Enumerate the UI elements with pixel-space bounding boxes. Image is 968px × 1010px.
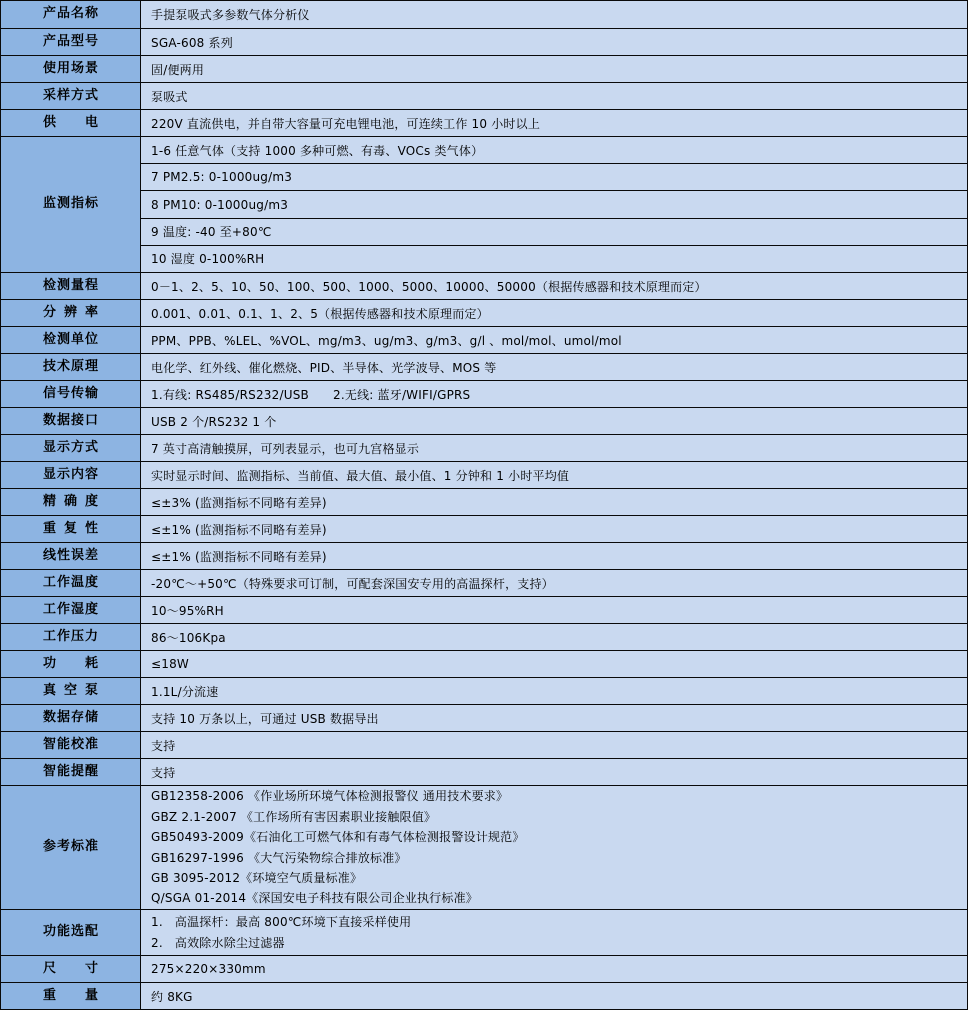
row-label-cell: [1, 408, 141, 434]
row-label: 重量: [43, 987, 98, 1003]
table-row: [1, 955, 967, 982]
table-row: [1, 1, 967, 28]
value-line: GB16297-1996 《大气污染物综合排放标准》: [151, 850, 407, 865]
row-value: ≤±3% (监测指标不同略有差异): [151, 495, 327, 510]
row-label-cell: [1, 624, 141, 650]
table-row: [1, 731, 967, 758]
row-label: 重复性: [43, 520, 98, 536]
row-value: 支持 10 万条以上，可通过 USB 数据导出: [151, 711, 379, 726]
table-row: [1, 488, 967, 515]
row-value: 10～95%RH: [151, 603, 224, 618]
table-row: [1, 407, 967, 434]
row-label: 产品型号: [43, 33, 98, 49]
row-label-cell: [1, 983, 141, 1009]
table-row: [1, 109, 967, 136]
row-value: 0.001、0.01、0.1、1、2、5（根据传感器和技术原理而定）: [151, 306, 489, 321]
table-row: [1, 758, 967, 785]
row-label-cell: [1, 110, 141, 136]
row-value: ≤18W: [151, 657, 189, 671]
row-label: 使用场景: [43, 60, 98, 76]
row-label: 参考标准: [43, 839, 98, 855]
row-value: 1.有线: RS485/RS232/USB 2.无线: 蓝牙/WIFI/GPRS: [151, 387, 471, 402]
sub-value: 1-6 任意气体（支持 1000 多种可燃、有毒、VOCs 类气体）: [151, 143, 484, 158]
row-label-cell: [1, 516, 141, 542]
table-row: [1, 650, 967, 677]
row-value-cell: [141, 786, 967, 909]
row-value: 手提泵吸式多参数气体分析仪: [151, 8, 310, 22]
row-value: 泵吸式: [151, 89, 188, 104]
row-value-cell: [141, 732, 967, 758]
table-row: [1, 353, 967, 380]
table-row: [1, 380, 967, 407]
sub-value: 8 PM10: 0-1000ug/m3: [141, 190, 967, 217]
row-label: 功能选配: [43, 924, 98, 940]
row-label: 显示内容: [43, 466, 98, 482]
row-label-cell: [1, 759, 141, 785]
table-row: [1, 28, 967, 55]
row-value-cell: [141, 651, 967, 677]
table-row: [1, 515, 967, 542]
row-label: 数据存储: [43, 709, 98, 725]
row-label-cell: [1, 705, 141, 731]
row-value-cell: [141, 624, 967, 650]
row-value: ≤±1% (监测指标不同略有差异): [151, 549, 327, 564]
row-value-cell: [141, 408, 967, 434]
row-label-cell: [1, 910, 141, 955]
row-label: 工作湿度: [43, 601, 98, 617]
table-row: [1, 569, 967, 596]
row-value-cell: [141, 956, 967, 982]
row-value-cell: [141, 29, 967, 55]
row-value-cell: [141, 435, 967, 461]
row-value-cell: [141, 327, 967, 353]
table-row: [1, 326, 967, 353]
value-line: GB 3095-2012《环境空气质量标准》: [151, 870, 363, 885]
row-label-cell: [1, 381, 141, 407]
table-row: [1, 136, 967, 272]
value-line: Q/SGA 01-2014《深国安电子科技有限公司企业执行标准》: [151, 891, 478, 906]
row-label-cell: [1, 1, 141, 28]
row-label-cell: [1, 29, 141, 55]
row-value: 220V 直流供电，并自带大容量可充电锂电池，可连续工作 10 小时以上: [151, 116, 541, 131]
sub-value: 9 温度: -40 至+80℃: [141, 218, 967, 245]
row-value: 7 英寸高清触摸屏，可列表显示，也可九宫格显示: [151, 441, 420, 456]
value-line: GBZ 2.1-2007 《工作场所有害因素职业接触限值》: [151, 809, 437, 824]
table-row: [1, 272, 967, 299]
row-label-cell: [1, 83, 141, 109]
table-row: [1, 299, 967, 326]
row-label: 智能校准: [43, 736, 98, 752]
table-row: [1, 704, 967, 731]
row-value-cell: [141, 597, 967, 623]
row-label: 采样方式: [43, 87, 98, 103]
row-value-cell: [141, 110, 967, 136]
row-label-cell: [1, 597, 141, 623]
row-label: 产品名称: [43, 6, 98, 22]
table-row: [1, 542, 967, 569]
table-row: [1, 461, 967, 488]
row-label: 精确度: [43, 493, 98, 509]
table-row: [1, 596, 967, 623]
table-row: [1, 82, 967, 109]
row-label-cell: [1, 354, 141, 380]
row-label-cell: [1, 956, 141, 982]
row-label: 信号传输: [43, 385, 98, 401]
row-value: 1.1L/分流速: [151, 684, 219, 699]
row-label-cell: [1, 543, 141, 569]
row-value-cell: [141, 83, 967, 109]
table-row: [1, 623, 967, 650]
row-label: 检测量程: [43, 277, 98, 293]
row-label: 工作温度: [43, 574, 98, 590]
row-value-cell: [141, 462, 967, 488]
sub-value: 10 湿度 0-100%RH: [141, 245, 967, 272]
row-value: 86～106Kpa: [151, 630, 226, 645]
row-value-cell: [141, 273, 967, 299]
row-value: 实时显示时间、监测指标、当前值、最大值、最小值、1 分钟和 1 小时平均值: [151, 468, 570, 483]
table-row: [1, 982, 967, 1009]
row-value: USB 2 个/RS232 1 个: [151, 414, 277, 429]
row-label: 供电: [43, 114, 98, 130]
table-row: [1, 434, 967, 461]
row-value-cell: [141, 300, 967, 326]
row-value: 0－1、2、5、10、50、100、500、1000、5000、10000、50000（根据传感器和技术原理而定）: [151, 279, 707, 294]
row-label: 尺寸: [43, 960, 98, 976]
row-value: 电化学、红外线、催化燃烧、PID、半导体、光学波导、MOS 等: [151, 360, 497, 375]
value-line: 2. 高效除水除尘过滤器: [151, 935, 285, 950]
row-label-cell: [1, 137, 141, 272]
table-row: [1, 909, 967, 955]
row-label-cell: [1, 786, 141, 909]
table-row: [1, 55, 967, 82]
row-label-cell: [1, 570, 141, 596]
row-value: 支持: [151, 738, 176, 753]
value-line: GB50493-2009《石油化工可燃气体和有毒气体检测报警设计规范》: [151, 830, 525, 845]
row-value: 275×220×330mm: [151, 962, 266, 976]
table-row: [1, 785, 967, 909]
sub-value: 7 PM2.5: 0-1000ug/m3: [141, 163, 967, 190]
value-line: GB12358-2006 《作业场所环境气体检测报警仪 通用技术要求》: [151, 789, 509, 804]
row-value: ≤±1% (监测指标不同略有差异): [151, 522, 327, 537]
row-label: 线性误差: [43, 547, 98, 563]
row-value: 约 8KG: [151, 989, 193, 1004]
row-label-cell: [1, 56, 141, 82]
row-value-cell: [141, 489, 967, 515]
row-label-cell: [1, 651, 141, 677]
row-value-cell: [141, 381, 967, 407]
row-label-cell: [1, 462, 141, 488]
table-row: [1, 677, 967, 704]
row-label-cell: [1, 435, 141, 461]
row-label: 工作压力: [43, 628, 98, 644]
value-line: 1. 高温探杆：最高 800℃环境下直接采样使用: [151, 915, 412, 930]
row-value-cell: [141, 516, 967, 542]
row-value-cell: [141, 354, 967, 380]
row-label: 检测单位: [43, 331, 98, 347]
row-value-cell: [141, 678, 967, 704]
row-label-cell: [1, 678, 141, 704]
row-label-cell: [1, 732, 141, 758]
row-value: 支持: [151, 765, 176, 780]
row-label: 显示方式: [43, 439, 98, 455]
row-label-cell: [1, 300, 141, 326]
row-label: 智能提醒: [43, 763, 98, 779]
sub-value-list: [141, 137, 967, 272]
row-label: 数据接口: [43, 412, 98, 428]
row-value: -20℃～+50℃（特殊要求可订制，可配套深国安专用的高温探杆，支持）: [151, 576, 554, 591]
row-label: 真空泵: [43, 682, 98, 698]
row-label: 分辨率: [43, 304, 98, 320]
row-value-cell: [141, 910, 967, 955]
row-value: 固/便两用: [151, 62, 205, 77]
row-label-cell: [1, 273, 141, 299]
row-value-cell: [141, 1, 967, 28]
row-label: 监测指标: [43, 196, 98, 212]
row-value-cell: [141, 983, 967, 1009]
row-value: PPM、PPB、%LEL、%VOL、mg/m3、ug/m3、g/m3、g/l 、mol/mol、umol/mol: [151, 333, 622, 348]
row-label: 功耗: [43, 655, 98, 671]
row-value: SGA-608 系列: [151, 35, 233, 50]
row-label-cell: [1, 327, 141, 353]
row-value-cell: [141, 759, 967, 785]
row-label: 技术原理: [43, 358, 98, 374]
row-label-cell: [1, 489, 141, 515]
row-value-cell: [141, 56, 967, 82]
row-value-cell: [141, 570, 967, 596]
row-value-cell: [141, 543, 967, 569]
row-value-cell: [141, 705, 967, 731]
